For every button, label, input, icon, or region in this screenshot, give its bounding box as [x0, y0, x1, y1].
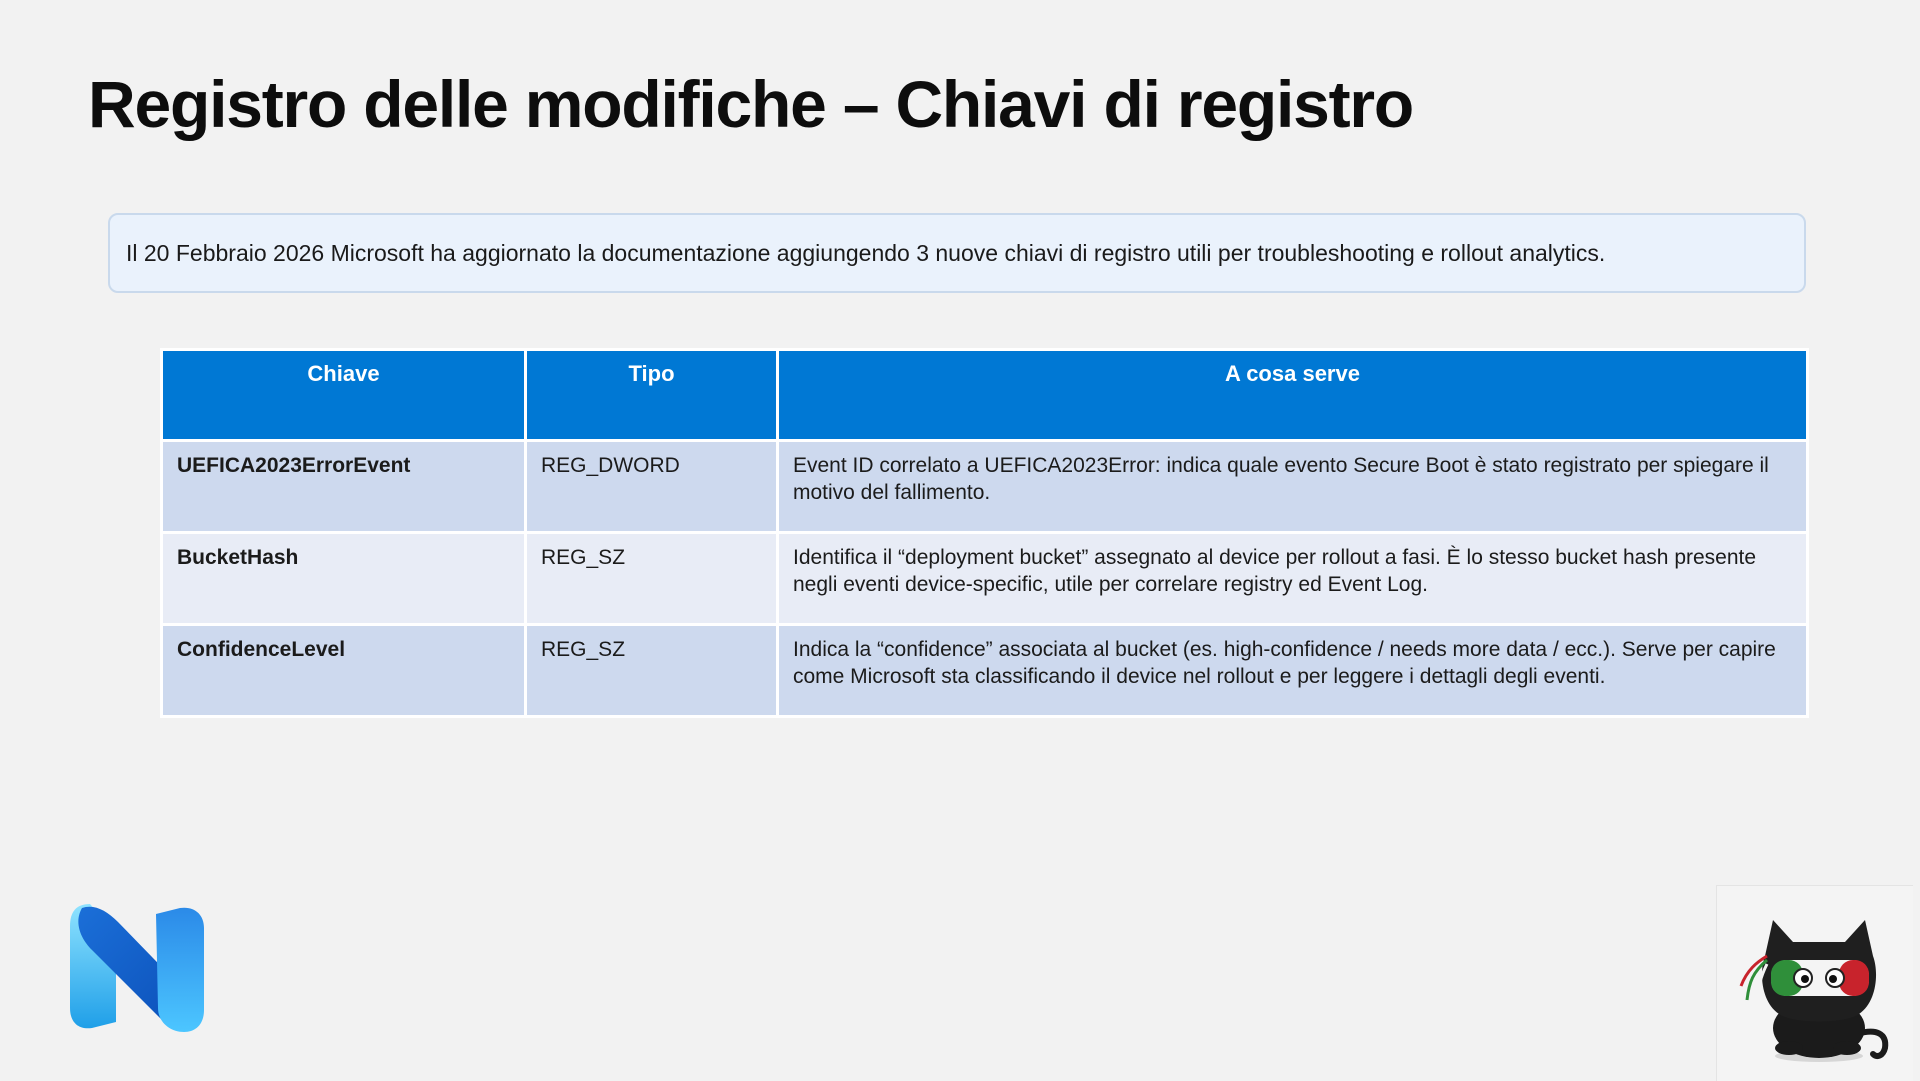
cell-purpose: Identifica il “deployment bucket” assegnato al device per rollout a fasi. È lo stesso bucket hash presente negli eventi device-specific, utile per correlare registry ed Event Log. [778, 533, 1808, 625]
table-header-row [162, 350, 1808, 441]
info-callout-text: Il 20 Febbraio 2026 Microsoft ha aggiornato la documentazione aggiungendo 3 nuove chiavi di registro utili per troubleshooting e rollout analytics. [126, 239, 1606, 266]
n-logo-icon [68, 900, 206, 1036]
registry-keys-table [160, 348, 1809, 718]
header-purpose: A cosa serve [778, 350, 1808, 441]
info-callout [108, 213, 1806, 293]
cell-purpose: Indica la “confidence” associata al bucket (es. high-confidence / needs more data / ecc.). Serve per capire come Microsoft sta classificando il device nel rollout e per leggere i dettagli degli eventi. [778, 625, 1808, 717]
cell-type: REG_DWORD [526, 441, 778, 533]
header-key: Chiave [162, 350, 526, 441]
mascot-panel [1716, 885, 1913, 1081]
cell-type: REG_SZ [526, 625, 778, 717]
table-row [162, 441, 1808, 533]
ninja-cat-mascot-icon [1727, 916, 1903, 1066]
cell-key: UEFICA2023ErrorEvent [162, 441, 526, 533]
table-row [162, 533, 1808, 625]
slide-title: Registro delle modifiche – Chiavi di registro [88, 67, 1413, 141]
cell-key: ConfidenceLevel [162, 625, 526, 717]
header-type: Tipo [526, 350, 778, 441]
cell-purpose: Event ID correlato a UEFICA2023Error: indica quale evento Secure Boot è stato registrato per spiegare il motivo del fallimento. [778, 441, 1808, 533]
cell-key: BucketHash [162, 533, 526, 625]
table-row [162, 625, 1808, 717]
cell-type: REG_SZ [526, 533, 778, 625]
